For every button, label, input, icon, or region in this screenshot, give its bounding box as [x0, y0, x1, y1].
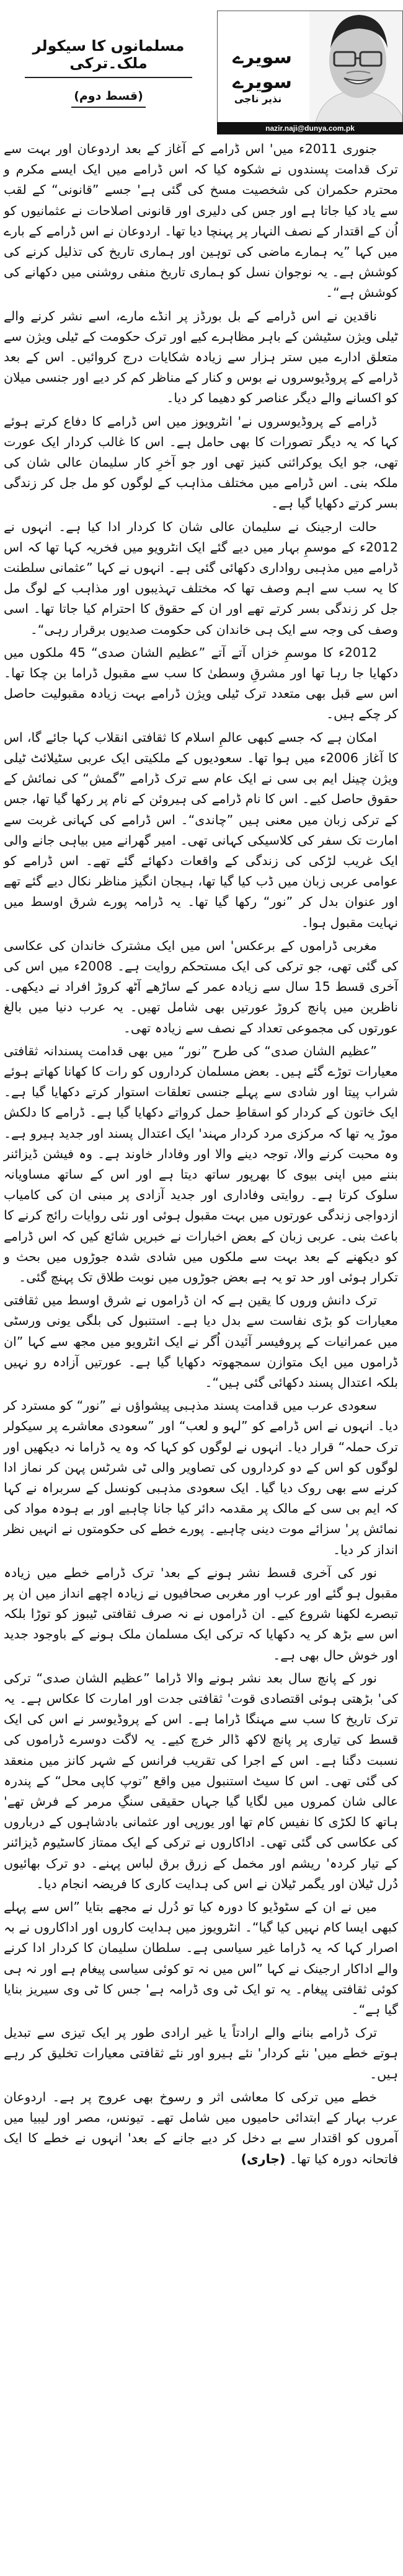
installment-label: (قسط دوم)	[71, 89, 146, 108]
continued-label: (جاری)	[241, 2151, 286, 2166]
column-header	[0, 0, 403, 135]
paragraph: ترک ڈرامے بنانے والے ارادتاً یا غیر ارادی طور پر ایک تیزی سے تبدیل ہوتے خطے میں' نئے کردار' نئے ہیرو اور نئے ثقافتی معیارات تخلیق کر رہے ہیں۔	[4, 2025, 398, 2081]
column-name	[225, 45, 299, 95]
author-photo	[309, 11, 402, 123]
paragraph-text: خطے میں ترکی کا معاشی اثر و رسوخ بھی عروج پر ہے۔ اردوعان عرب بہار کے ابتدائی حامیوں میں شامل تھے۔ تیونس، مصر اور لیبیا میں آمروں کو اقتدار سے بے دخل کر دیے جانے کے بعد' انہوں نے خطے کا ایک فاتحانہ دورہ کیا تھا۔	[4, 2089, 398, 2166]
paragraph: حالت ارجینک نے سلیمان عالی شان کا کردار ادا کیا ہے۔ انہوں نے 2012ء کے موسمِ بہار میں دیے گئے ایک انٹرویو میں فخریہ کہا تھا کہ اس ڈرامے میں مذہبی رواداری دکھائی گئی ہے۔ انہوں نے کہا ”عثمانی سلطنت کا یہ سب سے اہم وصف تھا کہ مختلف تہذیبوں اور مذاہب کے لوگ مل جل کر زندگی بسر کرتے تھے اور ان کے حقوق کا احترام کیا جاتا تھا۔ اسی وصف کی وجہ سے ایک ہی خاندان کی حکومت صدیوں برقرار رہی“۔	[4, 519, 398, 637]
headline: مسلمانوں کا سیکولر ملک۔ترکی	[25, 37, 192, 78]
article-body	[0, 135, 403, 2169]
paragraph: جنوری 2011ء میں' اس ڈرامے کے آغاز کے بعد اردوعان اور بہت سے ترک قدامت پسندوں نے شکوہ کیا کہ اس ڈرامے میں ایک ایسے مکرم و محترم حکمران کی شخصیت مسخ کی گئی ہے' جسے ”قانونی“ کے لقب سے یاد کیا جاتا ہے اور جس کی دلیری اور قانونی اصلاحات نے عثمانیوں کو اُن کے اقتدار کے نصف النہار پر پہنچا دیا تھا۔ اردوعان نے اس ڈرامے کے بارے میں کہا ”یہ ہمارے ماضی کی توہین اور ہماری تاریخ کی تذلیل کرنے کی کوشش ہے۔ یہ نوجوان نسل کو ہماری تاریخ منفی روشنی میں دکھانے کی کوشش ہے“۔	[4, 141, 398, 301]
author-name: نذیر ناجی	[234, 93, 282, 105]
byline-box	[217, 11, 403, 123]
column-name-line1: سویرے	[232, 46, 292, 68]
paragraph: ڈرامے کے پروڈیوسروں نے' انٹرویوز میں اس ڈرامے کا دفاع کرتے ہوئے کہا کہ یہ دیگر تصورات کا بھی حامل ہے۔ اس کا غالب کردار ایک عورت تھی، جو ایک یوکرائنی کنیز تھی اور جو آخرِ کار سلیمان عالی شان کی ملکہ بنی۔ اس ڈرامے میں مختلف مذاہب کے لوگوں کو مل جل کر زندگی بسر کرتے دکھایا گیا ہے۔	[4, 413, 398, 511]
paragraph: 2012ء کا موسمِ خزاں آتے آتے ”عظیم الشان صدی“ 45 ملکوں میں دکھایا جا رہا تھا اور مشرقِ وسطیٰ کا سب سے مقبول ڈراما بن چکا تھا۔ اس سے قبل بھی متعدد ترک ٹیلی ویژن ڈرامے بہت زیادہ مقبولیت حاصل کر چکے ہیں۔	[4, 644, 398, 722]
paragraph-last	[4, 2087, 398, 2169]
headline-block	[25, 37, 192, 108]
paragraph: سعودی عرب میں قدامت پسند مذہبی پیشواؤں نے ”نور“ کو مسترد کر دیا۔ انہوں نے اس ڈرامے کو ”لہو و لعب“ اور ”سعودی معاشرے پر سیکولر ترک حملہ“ قرار دیا۔ انہوں نے لوگوں کو کہا کہ وہ یہ ڈراما نہ دیکھیں اور لوگوں کو اس کے دو کرداروں کی تصاویر والی ٹی شرٹس پہن کر نماز ادا کرنے سے بھی روک دیا گیا۔ ایک سعودی مذہبی کونسل کے سربراہ نے کہا کہ ایم بی سی کے مالک پر مقدمہ دائر کیا جانا چاہیے اور بے ہودہ مواد کی نمائش پر' سزائے موت دینی چاہیے۔ پورے خطے کی حکومتوں نے انہیں نظر انداز کر دیا۔	[4, 1398, 398, 1557]
paragraph: امکان ہے کہ جسے کبھی عالمِ اسلام کا ثقافتی انقلاب کہا جائے گا، اس کا آغاز 2006ء میں ہوا تھا۔ سعودیوں کے ملکیتی ایک عربی سٹیلائٹ ٹیلی ویژن چینل ایم بی سی نے ایک عام سے ترک ڈرامے ”گمش“ کی نمائش کے حقوق حاصل کیے۔ اس کا نام ڈرامے کی ہیروئن کے نام پر رکھا گیا تھا، جس کے ترکی زبان میں معنی ہیں ”چاندی“۔ اس ڈرامے کی کہانی غربت سے امارت تک سفر کی کلاسیکی کہانی تھی۔ امیر گھرانے میں بیاہی جانے والی ایک غریب لڑکی کی زندگی کے واقعات دکھائے گئے تھے۔ اس ڈرامے کو عوامی عربی زبان میں ڈب کیا گیا تھا، ہیجان انگیز مناظر نکال دیے گئے تھے اور عنوان بدل کر ”نور“ رکھا گیا تھا۔ یہ ڈرامہ پورے شرق اوسط میں نہایت مقبول ہوا۔	[4, 729, 398, 930]
paragraph: میں نے ان کے سٹوڈیو کا دورہ کیا تو دُرل نے مجھے بتایا ”اس سے پہلے کبھی ایسا کام نہیں کیا گیا“۔ انٹرویوز میں ہدایت کاروں اور اداکاروں نے بہ اصرار کہا کہ یہ ڈراما غیر سیاسی ہے۔ سلطان سلیمان کا کردار ادا کرنے والے اداکار ارجینک نے کہا ”اس میں نہ تو کوئی سیاسی پیغام ہے اور نہ ہی کوئی ثقافتی پیغام۔ یہ تو ایک ٹی وی ڈرامہ ہے' جس کا ٹی وی سیریز بنایا گیا ہے“۔	[4, 1899, 398, 2018]
paragraph: ترک دانش وروں کا یقین ہے کہ ان ڈراموں نے شرق اوسط میں ثقافتی معیارات کو بڑی نفاست سے بدل دیا ہے۔ استنبول کی بلگی یونی ورسٹی میں عمرانیات کے پروفیسر آئیدن اُگر نے ایک انٹرویو میں مجھ سے کہا ”ان ڈراموں میں ایک متوازن سمجھوتہ دکھایا گیا ہے۔ عورتیں آزادہ رو نہیں بلکہ اعتدال پسند دکھائی گئی ہیں“۔	[4, 1293, 398, 1390]
paragraph: مغربی ڈراموں کے برعکس' اس میں ایک مشترک خاندان کی عکاسی کی گئی تھی، جو ترکی کی ایک مستحکم روایت ہے۔ 2008ء میں اس کی آخری قسط 15 سال سے زیادہ عمر کے ساڑھے آٹھ کروڑ افراد نے دیکھی۔ ناظرین میں پانچ کروڑ عورتیں بھی شامل تھیں۔ یہ عرب دنیا میں بالغ عورتوں کی مجموعی تعداد کے نصف سے زیادہ تھی۔	[4, 938, 398, 1035]
paragraph: ناقدین نے اس ڈرامے کے بل بورڈز پر انڈے مارے، اسے نشر کرنے والے ٹیلی ویژن سٹیشن کے باہر مظاہرے کیے اور ترک حکومت کے ٹیلی ویژن سے متعلق ادارے میں ستر ہزار سے زیادہ شکایات درج کروائیں۔ اس کے بعد ڈرامے کے پروڈیوسروں نے بوس و کنار کے مناظر کم کر دیے اور جنسی میلان کو اکسانے والے دیگر عناصر کو دھیما کر دیا۔	[4, 308, 398, 406]
paragraph: ”عظیم الشان صدی“ کی طرح ”نور“ میں بھی قدامت پسندانہ ثقافتی معیارات توڑے گئے ہیں۔ بعض مسلمان کرداروں کو رات کا کھانا کھاتے ہوئے شراب پیتا اور شادی سے پہلے جنسی تعلقات استوار کرتے دکھایا گیا ہے۔ ایک خاتون کے کردار کو اسقاطِ حمل کرواتے دکھایا گیا ہے۔ ڈرامے کا دلکش موڑ یہ تھا کہ مرکزی مرد کردار مہند' ایک اعتدال پسند اور جدید ہیرو ہے۔ وہ محبت کرنے والا، توجہ دینے والا اور وفادار خاوند ہے۔ وہ فیشن ڈیزائنر بننے میں اپنی بیوی کا بھرپور ساتھ دیتا ہے اور اس کے ساتھ مساویانہ سلوک کرتا ہے۔ روایتی وفاداری اور جدید آزادی پر مبنی ان کی کامیاب ازدواجی زندگی عورتوں میں بہت مقبول ہوئی اور نئی روایات رائج کرنے کا باعث بنی۔ عربی زبان کے بعض اخبارات نے خبریں شائع کیں کہ اس ڈرامے کو دیکھنے کے بعد بہت سے ملکوں میں شادی شدہ جوڑوں میں بحث و تکرار ہوئی اور حد تو یہ ہے بعض جوڑوں میں نوبت طلاق تک پہنچ گئی۔	[4, 1043, 398, 1285]
paragraph: نور کی آخری قسط نشر ہونے کے بعد' ترک ڈرامے خطے میں زیادہ مقبول ہو گئے اور عرب اور مغربی صحافیوں نے زیادہ اچھے انداز میں ان پر تبصرے لکھنا شروع کیے۔ ان ڈراموں نے نہ صرف ثقافتی ٹیبوز کو توڑا بلکہ اس سے بڑھ کر یہ دکھایا کہ ترکی ایک مسلمان ملک ہونے کے باوجود جدید اور خوش حال بھی ہے۔	[4, 1565, 398, 1663]
column-name-line2: سویرے	[232, 71, 292, 93]
author-email: nazir.naji@dunya.com.pk	[217, 122, 403, 134]
paragraph: نور کے پانچ سال بعد نشر ہونے والا ڈراما ”عظیم الشان صدی“ ترکی کی' بڑھتی ہوئی اقتصادی قوت' ثقافتی جدت اور امارت کا عکاس ہے۔ یہ ترک تاریخ کا سب سے مہنگا ڈراما ہے۔ اس کے پروڈیوسر نے اس کی ایک قسط کی تیاری پر پانچ لاکھ ڈالر خرچ کیے۔ یہ لاگت دوسرے ڈراموں کی نسبت دگنا ہے۔ اس کے اجرا کی تقریب فرانس کے شہر کانز میں منعقد کی گئی تھی۔ اس کا سیٹ استنبول میں واقع ”توپ کاپی محل“ کے پندرہ عالی شان کمروں میں لگایا گیا جہاں حقیقی سنگِ مرمر کے فرش تھے' ہاتھ کا لکڑی کا نفیس کام تھا اور یورپی اور عثمانی بادشاہوں کے درباروں کی عکاسی کی گئی تھی۔ اداکاروں نے ترکی کے ایک ممتاز کاسٹیوم ڈیزائنر کے تیار کردہ' ریشم اور مخمل کے زرق برق لباس پہنے۔ دو ترک بھائیوں دُرل ٹیلان اور یگمر ٹیلان نے اس کی ہدایت کاری کا فریضہ انجام دیا۔	[4, 1670, 398, 1891]
